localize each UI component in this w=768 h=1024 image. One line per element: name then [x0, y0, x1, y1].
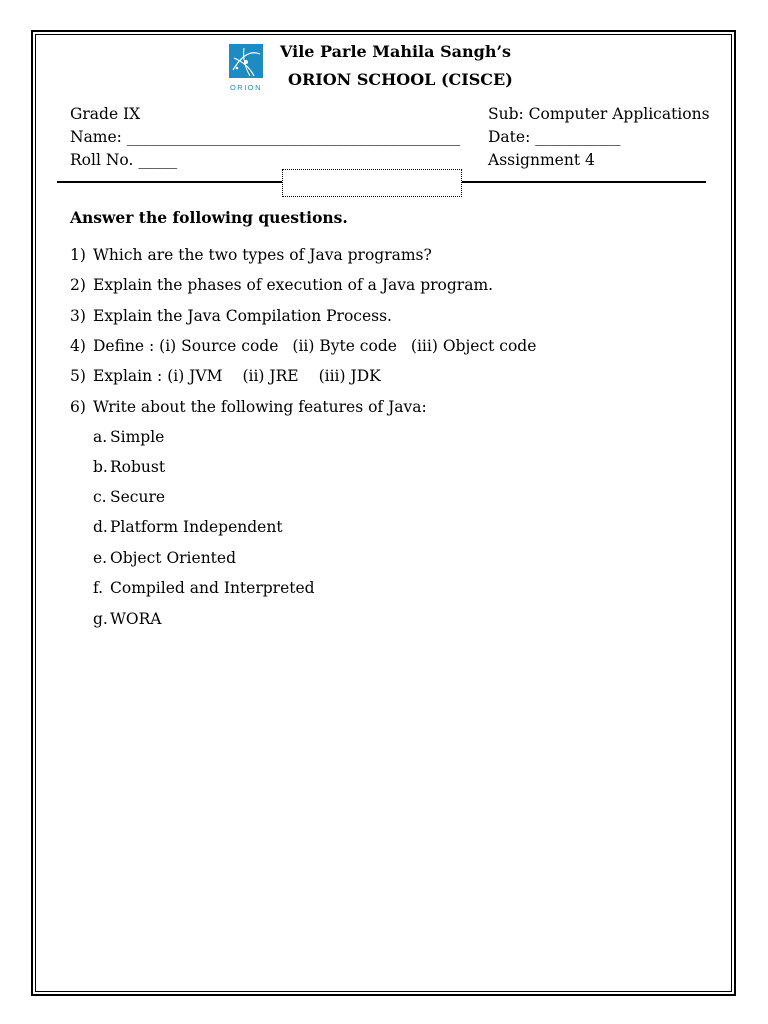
question-part: (iii) JDK — [318, 367, 381, 385]
feature-text: Simple — [110, 428, 165, 446]
feature-letter: f. — [93, 579, 104, 597]
question-text: Define : (i) Source code — [93, 337, 279, 355]
feature-text: Secure — [110, 488, 166, 506]
marks-box — [282, 169, 462, 197]
feature-item — [93, 427, 164, 447]
feature-item — [93, 548, 236, 568]
question-text: Explain : (i) JVM — [93, 367, 223, 385]
feature-item — [93, 487, 165, 507]
question-part: (ii) JRE — [242, 367, 299, 385]
feature-text: Object Oriented — [110, 549, 236, 567]
assignment-label: Assignment 4 — [488, 151, 595, 169]
subject-label: Sub: Computer Applications — [488, 105, 710, 123]
question-number: 5) — [70, 367, 86, 385]
roll-field: Roll No. _____ — [70, 151, 178, 169]
question-text: Which are the two types of Java programs? — [93, 246, 432, 264]
feature-letter: e. — [93, 549, 108, 567]
question-5 — [70, 366, 381, 386]
question-number: 6) — [70, 398, 86, 416]
question-number: 3) — [70, 307, 86, 325]
date-field: Date: ___________ — [488, 128, 621, 146]
question-part: (iii) Object code — [410, 337, 537, 355]
school-name: ORION SCHOOL (CISCE) — [288, 70, 513, 89]
feature-letter: b. — [93, 458, 108, 476]
feature-text: WORA — [110, 610, 162, 628]
name-field: Name: ___________________________________________ — [70, 128, 461, 146]
question-text: Write about the following features of Java: — [93, 398, 427, 416]
feature-letter: g. — [93, 610, 108, 628]
question-4 — [70, 336, 536, 356]
question-3 — [70, 306, 392, 326]
question-text: Explain the Java Compilation Process. — [93, 307, 392, 325]
org-name: Vile Parle Mahila Sangh’s — [280, 42, 512, 61]
question-number: 1) — [70, 246, 86, 264]
feature-letter: c. — [93, 488, 107, 506]
feature-letter: a. — [93, 428, 108, 446]
logo-text: ORION — [229, 83, 263, 92]
feature-item — [93, 517, 283, 537]
grade-label: Grade IX — [70, 105, 141, 123]
feature-item — [93, 609, 162, 629]
question-text: Explain the phases of execution of a Java program. — [93, 276, 494, 294]
question-number: 4) — [70, 337, 86, 355]
question-part: (ii) Byte code — [292, 337, 397, 355]
orion-logo-icon — [224, 44, 266, 94]
feature-text: Compiled and Interpreted — [110, 579, 315, 597]
feature-text: Robust — [110, 458, 166, 476]
feature-letter: d. — [93, 518, 108, 536]
question-number: 2) — [70, 276, 86, 294]
feature-item — [93, 457, 165, 477]
question-2 — [70, 275, 493, 295]
instruction-heading: Answer the following questions. — [70, 208, 348, 227]
feature-text: Platform Independent — [110, 518, 283, 536]
question-1 — [70, 245, 432, 265]
feature-item — [93, 578, 315, 598]
question-6 — [70, 397, 427, 417]
